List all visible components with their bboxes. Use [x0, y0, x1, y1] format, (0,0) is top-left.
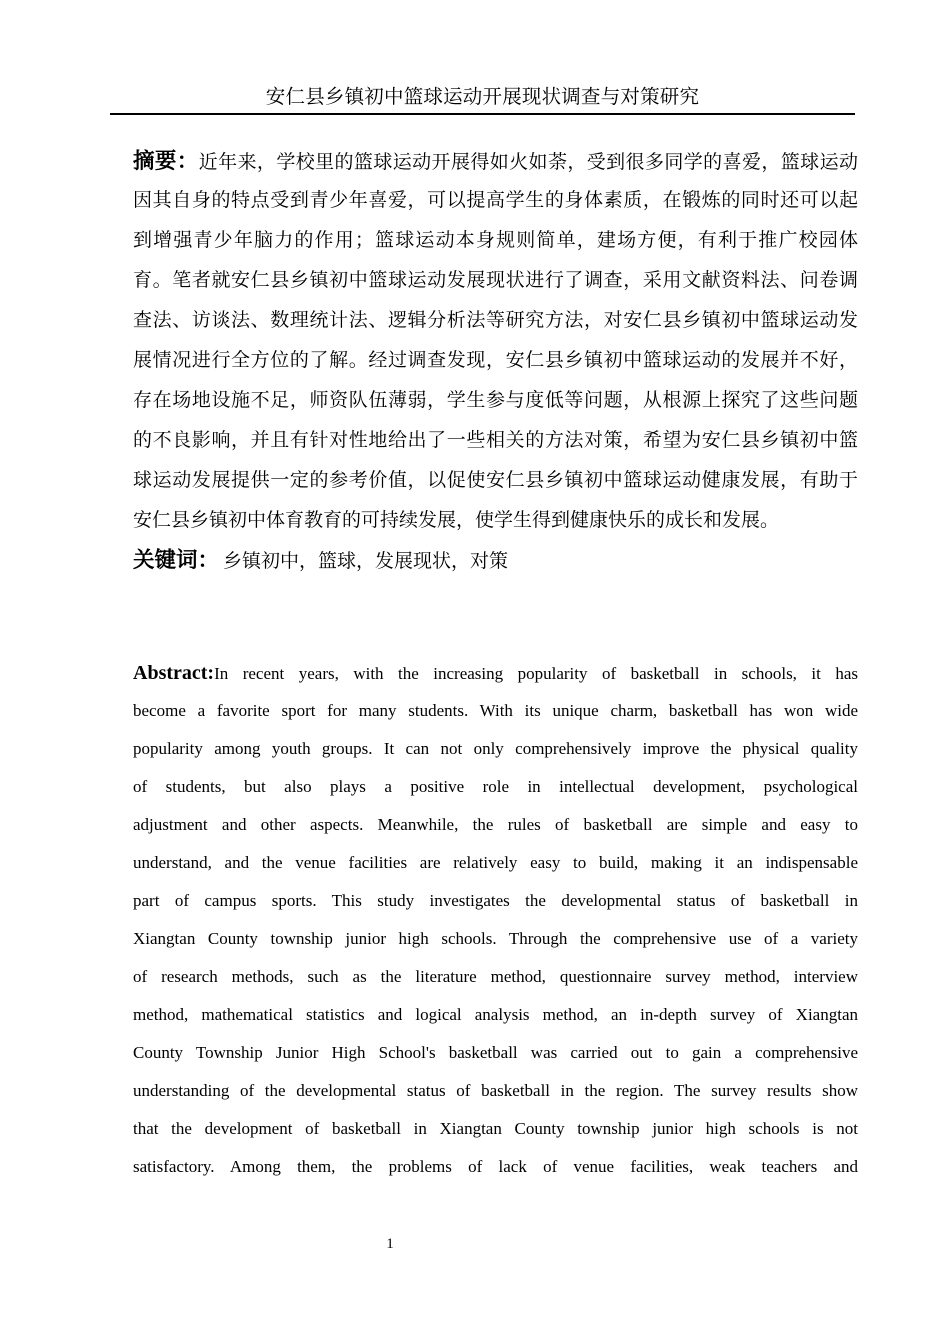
page-header: [110, 86, 855, 115]
text-line: adjustment and other aspects. Meanwhile, the rules of basketball are simple and easy to: [133, 815, 858, 834]
text-line: method, mathematical statistics and logical analysis method, an in-depth survey of Xiangtan: [133, 1005, 858, 1024]
text-line: Abstract:In recent years, with the increasing popularity of basketball in schools, it has: [133, 662, 858, 684]
keywords-label: 关键词：: [133, 548, 220, 572]
text-line: 展情况进行全方位的了解。经过调查发现，安仁县乡镇初中篮球运动的发展并不好，: [133, 350, 858, 371]
text-line: understand, and the venue facilities are relatively easy to build, making it an indispensable: [133, 853, 858, 872]
text-line: of students, but also plays a positive role in intellectual development, psychological: [133, 777, 858, 796]
text-line: 存在场地设施不足，师资队伍薄弱，学生参与度低等问题，从根源上探究了这些问题: [133, 390, 858, 411]
text-line: 球运动发展提供一定的参考价值，以促使安仁县乡镇初中篮球运动健康发展，有助于: [133, 470, 858, 491]
keywords-text: 乡镇初中，篮球，发展现状，对策: [223, 551, 509, 572]
text-line: satisfactory. Among them, the problems of lack of venue facilities, weak teachers and: [133, 1157, 858, 1176]
text-line: become a favorite sport for many students. With its unique charm, basketball has won wide: [133, 701, 858, 720]
page-number: 1: [386, 1236, 394, 1252]
text-line: 的不良影响，并且有针对性地给出了一些相关的方法对策，希望为安仁县乡镇初中篮: [133, 430, 858, 451]
text-line: 到增强青少年脑力的作用；篮球运动本身规则简单，建场方便，有利于推广校园体: [133, 230, 858, 251]
text-line: that the development of basketball in Xiangtan County township junior high schools is not: [133, 1119, 858, 1138]
text-line: 查法、访谈法、数理统计法、逻辑分析法等研究方法，对安仁县乡镇初中篮球运动发: [133, 310, 858, 331]
text-line: of research methods, such as the literature method, questionnaire survey method, interview: [133, 967, 858, 986]
text-line: popularity among youth groups. It can not only comprehensively improve the physical quality: [133, 739, 858, 758]
text-line: County Township Junior High School's basketball was carried out to gain a comprehensive: [133, 1043, 858, 1062]
text-line: part of campus sports. This study investigates the developmental status of basketball in: [133, 891, 858, 910]
text-line: 因其自身的特点受到青少年喜爱，可以提高学生的身体素质，在锻炼的同时还可以起: [133, 190, 858, 211]
text-line: 育。笔者就安仁县乡镇初中篮球运动发展现状进行了调查，采用文献资料法、问卷调: [133, 270, 858, 291]
keywords-line: [133, 543, 858, 577]
abstract-cn-paragraph: [133, 141, 858, 541]
text-line: 安仁县乡镇初中体育教育的可持续发展，使学生得到健康快乐的成长和发展。: [133, 510, 780, 531]
document-header-title: 安仁县乡镇初中篮球运动开展现状调查与对策研究: [265, 87, 700, 108]
text-line: 摘要：近年来，学校里的篮球运动开展得如火如荼，受到很多同学的喜爱，篮球运动: [133, 149, 858, 173]
abstract-en-paragraph: [133, 654, 858, 1186]
text-line: understanding of the developmental status of basketball in the region. The survey results show: [133, 1081, 858, 1100]
paragraph-label: 摘要：: [133, 149, 199, 173]
page-footer: [310, 1234, 470, 1254]
text-line: Xiangtan County township junior high schools. Through the comprehensive use of a variety: [133, 929, 858, 948]
paragraph-label: Abstract:: [133, 662, 215, 684]
